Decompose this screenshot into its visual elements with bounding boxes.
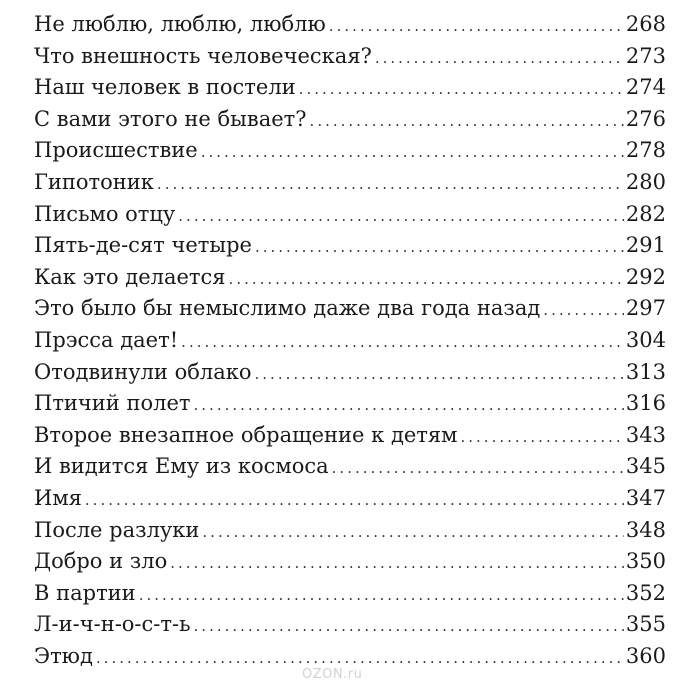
toc-entry-title: Этюд	[34, 643, 93, 668]
toc-entry	[34, 578, 666, 610]
toc-entry-title: Происшествие	[34, 138, 198, 163]
dot-leader	[543, 295, 624, 327]
toc-entry-page: 278	[625, 138, 666, 163]
toc-entry	[34, 9, 666, 41]
toc-entry-page: 274	[625, 75, 666, 100]
dot-leader	[139, 580, 624, 612]
toc-entry	[34, 357, 666, 389]
toc-entry-page: 316	[625, 391, 666, 416]
toc-entry-title: И видится Ему из космоса	[34, 454, 329, 479]
toc-entry-title: После разлуки	[34, 517, 200, 542]
dot-leader	[85, 485, 624, 517]
toc-entry-title: В партии	[34, 580, 136, 605]
toc-entry-page: 350	[625, 549, 666, 574]
dot-leader	[181, 327, 624, 359]
toc-entry	[34, 230, 666, 262]
toc-entry-page: 352	[625, 580, 666, 605]
dot-leader	[255, 232, 624, 264]
dot-leader	[194, 611, 624, 643]
toc-entry-page: 276	[625, 106, 666, 131]
dot-leader	[201, 137, 624, 169]
toc-entry-page: 345	[625, 454, 666, 479]
toc-entry	[34, 262, 666, 294]
toc-entry-page: 292	[625, 264, 666, 289]
toc-entry-title: Отодвинули облако	[34, 359, 252, 384]
toc-entry-title: Как это делается	[34, 264, 226, 289]
toc-entry-title: Л-и-ч-н-о-с-т-ь	[34, 612, 191, 637]
toc-entry	[34, 483, 666, 515]
toc-entry-title: Это было бы немыслимо даже два года назад	[34, 296, 541, 321]
dot-leader	[329, 11, 624, 43]
toc-entry	[34, 609, 666, 641]
toc-entry-page: 355	[625, 612, 666, 637]
toc-entry-page: 282	[625, 201, 666, 226]
toc-entry	[34, 41, 666, 73]
toc-entry-page: 304	[625, 327, 666, 352]
toc-entry-page: 297	[625, 296, 666, 321]
toc-entry	[34, 72, 666, 104]
watermark: OZON.ru	[302, 667, 363, 682]
dot-leader	[461, 422, 624, 454]
toc-entry-title: Письмо отцу	[34, 201, 176, 226]
toc-entry-page: 268	[625, 12, 666, 36]
toc-entry-title: Пять-де-сят четыре	[34, 233, 252, 258]
dot-leader	[299, 74, 624, 106]
table-of-contents	[34, 9, 666, 672]
dot-leader	[375, 43, 624, 75]
dot-leader	[255, 359, 624, 391]
toc-entry-title: С вами этого не бывает?	[34, 106, 307, 131]
toc-entry-page: 313	[625, 359, 666, 384]
toc-entry	[34, 104, 666, 136]
toc-entry	[34, 420, 666, 452]
toc-entry-page: 273	[625, 43, 666, 68]
toc-entry-page: 348	[625, 517, 666, 542]
toc-entry-title: Гипотоник	[34, 169, 154, 194]
toc-entry-title: Птичий полет	[34, 391, 191, 416]
toc-entry-title: Не люблю, люблю, люблю	[34, 12, 326, 36]
toc-entry	[34, 167, 666, 199]
toc-entry-page: 347	[625, 485, 666, 510]
toc-entry-page: 291	[625, 233, 666, 258]
toc-entry	[34, 546, 666, 578]
toc-entry	[34, 388, 666, 420]
toc-entry-page: 343	[625, 422, 666, 447]
toc-entry-title: Прэсса дает!	[34, 327, 179, 352]
toc-entry-title: Второе внезапное обращение к детям	[34, 422, 458, 447]
toc-entry	[34, 515, 666, 547]
dot-leader	[170, 548, 624, 580]
dot-leader	[178, 201, 624, 233]
toc-entry	[34, 325, 666, 357]
toc-entry-title: Добро и зло	[34, 549, 168, 574]
dot-leader	[229, 264, 624, 296]
toc-entry	[34, 199, 666, 231]
toc-entry	[34, 135, 666, 167]
dot-leader	[310, 106, 624, 138]
toc-entry	[34, 293, 666, 325]
toc-entry-page: 360	[625, 643, 666, 668]
toc-entry	[34, 451, 666, 483]
toc-entry-title: Что внешность человеческая?	[34, 43, 372, 68]
dot-leader	[202, 517, 624, 549]
dot-leader	[157, 169, 624, 201]
toc-entry-title: Имя	[34, 485, 82, 510]
toc-entry-page: 280	[625, 169, 666, 194]
dot-leader	[332, 453, 624, 485]
toc-entry-title: Наш человек в постели	[34, 75, 296, 100]
dot-leader	[194, 390, 624, 422]
